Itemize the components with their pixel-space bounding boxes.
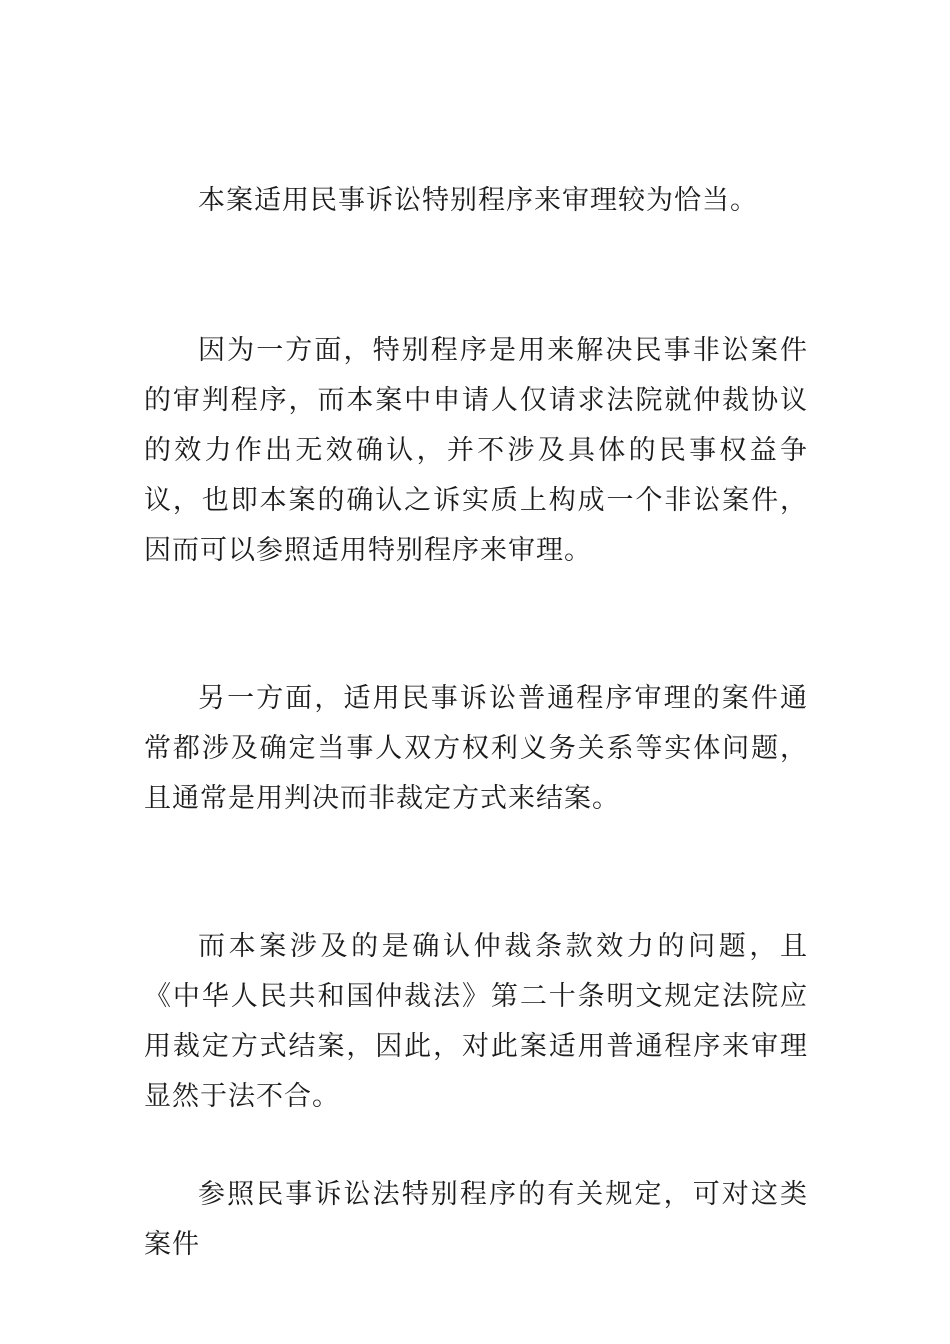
paragraph-1: 本案适用民事诉讼特别程序来审理较为恰当。 [198, 185, 758, 216]
paragraph-4: 而本案涉及的是确认仲裁条款效力的问题，且《中华人民共和国仲裁法》第二十条明文规定法院应用裁定方式结案，因此，对此案适用普通程序来审理显然于法不合。 [144, 931, 808, 1112]
paragraph-2: 因为一方面，特别程序是用来解决民事非讼案件的审判程序，而本案中申请人仅请求法院就仲裁协议的效力作出无效确认，并不涉及具体的民事权益争议，也即本案的确认之诉实质上构成一个非讼案件，因而可以参照适用特别程序来审理。 [144, 335, 808, 566]
paragraph-3: 另一方面，适用民事诉讼普通程序审理的案件通常都涉及确定当事人双方权利义务关系等实体问题，且通常是用判决而非裁定方式来结案。 [144, 683, 808, 814]
paragraph-5: 参照民事诉讼法特别程序的有关规定，可对这类案件 [144, 1179, 808, 1260]
